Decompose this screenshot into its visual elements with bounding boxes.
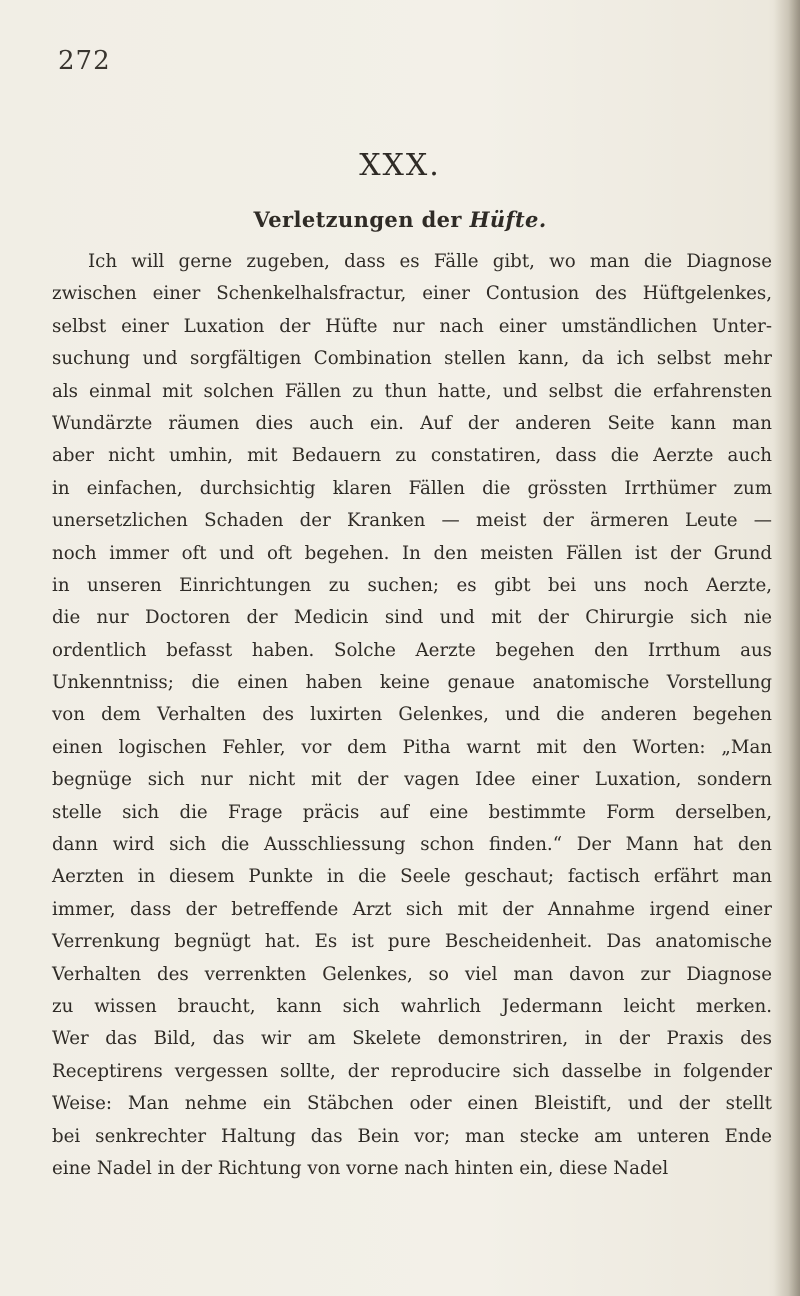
page-number: 272 (58, 46, 111, 76)
page-edge-shadow (774, 0, 800, 1296)
text-line: Receptirens vergessen sollte, der reproducire sich dasselbe in folgender (52, 1060, 772, 1082)
text-line: von dem Verhalten des luxirten Gelenkes, und die anderen begehen (52, 704, 772, 726)
text-line: einen logischen Fehler, vor dem Pitha warnt mit den Worten: „Man (52, 736, 772, 758)
text-line: bei senkrechter Haltung das Bein vor; man stecke am unteren Ende (52, 1125, 772, 1147)
text-line: Weise: Man nehme ein Stäbchen oder einen Bleistift, und der stellt (52, 1093, 772, 1115)
text-line: als einmal mit solchen Fällen zu thun hatte, und selbst die erfahrensten (52, 380, 772, 402)
text-line: in unseren Einrichtungen zu suchen; es gibt bei uns noch Aerzte, (52, 574, 772, 596)
chapter-title-part1: Verletzungen der (253, 207, 462, 232)
text-line: Wundärzte räumen dies auch ein. Auf der anderen Seite kann man (52, 412, 772, 434)
text-line: suchung und sorgfältigen Combination stellen kann, da ich selbst mehr (52, 348, 772, 370)
text-line: aber nicht umhin, mit Bedauern zu constatiren, dass die Aerzte auch (52, 445, 772, 467)
text-line: zwischen einer Schenkelhalsfractur, einer Contusion des Hüftgelenkes, (52, 283, 772, 305)
text-line: Aerzten in diesem Punkte in die Seele geschaut; factisch erfährt man (52, 866, 772, 888)
text-line: Wer das Bild, das wir am Skelete demonstriren, in der Praxis des (52, 1028, 772, 1050)
text-line: immer, dass der betreffende Arzt sich mit der Annahme irgend einer (52, 898, 772, 920)
text-line: ordentlich befasst haben. Solche Aerzte begehen den Irrthum aus (52, 639, 772, 661)
text-line: in einfachen, durchsichtig klaren Fällen die grössten Irrthümer zum (52, 477, 772, 499)
text-line: Unkenntniss; die einen haben keine genaue anatomische Vorstellung (52, 672, 772, 694)
text-line: unersetzlichen Schaden der Kranken — meist der ärmeren Leute — (52, 510, 772, 532)
text-line: begnüge sich nur nicht mit der vagen Idee einer Luxation, sondern (52, 769, 772, 791)
chapter-title (0, 207, 800, 232)
text-line: selbst einer Luxation der Hüfte nur nach einer umständlichen Unter- (52, 315, 772, 337)
chapter-number: XXX. (359, 148, 441, 183)
text-line: zu wissen braucht, kann sich wahrlich Jedermann leicht merken. (52, 995, 772, 1017)
text-line: Ich will gerne zugeben, dass es Fälle gibt, wo man die Diagnose (88, 251, 772, 272)
text-line: stelle sich die Frage präcis auf eine bestimmte Form derselben, (52, 801, 772, 823)
text-line: Verrenkung begnügt hat. Es ist pure Bescheidenheit. Das anatomische (52, 931, 772, 953)
text-line: die nur Doctoren der Medicin sind und mit der Chirurgie sich nie (52, 607, 772, 629)
text-line: eine Nadel in der Richtung von vorne nach hinten ein, diese Nadel (52, 1157, 669, 1179)
text-line: Verhalten des verrenkten Gelenkes, so viel man davon zur Diagnose (52, 963, 772, 985)
text-line: noch immer oft und oft begehen. In den meisten Fällen ist der Grund (52, 542, 772, 564)
text-line: dann wird sich die Ausschliessung schon finden.“ Der Mann hat den (52, 834, 772, 856)
body-text (52, 246, 772, 1185)
chapter-title-part2: Hüfte. (469, 207, 547, 232)
